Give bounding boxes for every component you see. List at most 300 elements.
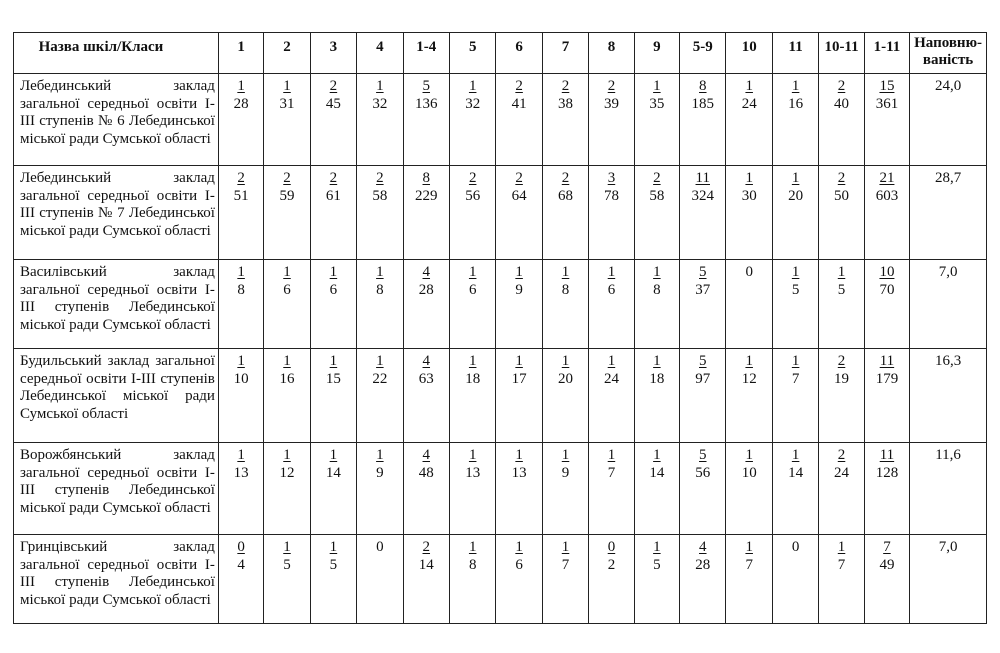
pupil-count: 16 xyxy=(279,370,295,387)
class-count-value: 0 xyxy=(791,539,800,555)
pupil-count: 128 xyxy=(875,464,899,481)
table-row xyxy=(14,260,987,349)
pupil-count: 361 xyxy=(875,95,899,112)
class-count: 5 xyxy=(699,447,707,463)
class-count: 2 xyxy=(561,78,570,94)
class-count: 1 xyxy=(468,264,477,280)
class-count-cell xyxy=(218,349,263,443)
class-count: 1 xyxy=(791,264,800,280)
pupil-count: 64 xyxy=(511,187,527,204)
class-count-cell xyxy=(634,166,679,260)
class-fraction xyxy=(330,264,338,299)
pupil-count: 45 xyxy=(325,95,341,112)
class-count-cell xyxy=(218,443,263,535)
class-count-cell xyxy=(819,166,864,260)
class-fraction xyxy=(237,539,245,574)
class-count-cell xyxy=(496,349,542,443)
class-count-cell xyxy=(589,443,634,535)
class-fraction xyxy=(838,539,846,574)
class-fraction xyxy=(608,447,616,482)
class-fraction xyxy=(326,353,341,388)
pupil-count: 39 xyxy=(603,95,619,112)
class-count: 2 xyxy=(837,170,846,186)
class-fraction xyxy=(834,78,849,113)
class-count: 2 xyxy=(837,78,846,94)
class-fraction xyxy=(558,78,573,113)
pupil-count: 8 xyxy=(237,281,245,298)
class-fraction xyxy=(326,170,341,205)
class-count: 1 xyxy=(791,353,800,369)
class-count-cell xyxy=(819,260,864,349)
class-fraction xyxy=(376,447,384,482)
pupil-count: 78 xyxy=(603,187,619,204)
pupil-count: 56 xyxy=(695,464,711,481)
pupil-count: 12 xyxy=(279,464,295,481)
class-count-cell xyxy=(449,349,495,443)
class-count: 1 xyxy=(791,78,800,94)
class-count-cell xyxy=(264,349,310,443)
class-count-cell xyxy=(542,535,588,624)
pupil-count: 136 xyxy=(415,95,438,112)
class-count-value: 0 xyxy=(376,539,384,555)
class-fraction xyxy=(512,353,527,388)
class-count-cell xyxy=(726,74,772,166)
class-fraction xyxy=(469,539,477,574)
class-count: 1 xyxy=(745,539,753,555)
pupil-count: 24 xyxy=(741,95,757,112)
class-count-cell xyxy=(542,166,588,260)
pupil-count: 32 xyxy=(465,95,481,112)
class-fraction xyxy=(465,447,480,482)
class-count-cell xyxy=(403,349,449,443)
header-class-1: 1 xyxy=(218,33,263,74)
class-count: 2 xyxy=(329,78,338,94)
class-count-cell xyxy=(634,443,679,535)
class-count-cell xyxy=(310,74,356,166)
header-class-8: 8 xyxy=(589,33,634,74)
class-count: 1 xyxy=(468,539,477,555)
class-fraction xyxy=(745,539,753,574)
class-count: 1 xyxy=(515,447,523,463)
class-fraction xyxy=(742,353,757,388)
pupil-count: 50 xyxy=(834,187,850,204)
class-fraction xyxy=(512,447,527,482)
class-count-cell xyxy=(772,166,818,260)
class-count: 1 xyxy=(468,78,477,94)
pupil-count: 6 xyxy=(607,281,616,298)
class-count-cell xyxy=(357,74,403,166)
class-count-cell xyxy=(496,443,542,535)
pupil-count: 14 xyxy=(325,464,341,481)
pupil-count: 7 xyxy=(607,464,616,481)
pupil-count: 61 xyxy=(325,187,341,204)
class-fraction xyxy=(834,170,849,205)
pupil-count: 59 xyxy=(279,187,295,204)
class-fraction xyxy=(465,170,480,205)
table-row xyxy=(14,535,987,624)
class-fraction xyxy=(234,353,249,388)
header-class-7: 7 xyxy=(542,33,588,74)
class-fraction xyxy=(515,539,523,574)
class-count: 1 xyxy=(237,353,245,369)
class-count-cell xyxy=(264,443,310,535)
class-fraction xyxy=(742,78,757,113)
class-count-cell xyxy=(357,260,403,349)
class-fraction xyxy=(283,264,291,299)
school-name-cell: Василівський заклад загальної середньої освіти I-III ступенів Лебединської міської ради Сумської області xyxy=(14,260,219,349)
class-count-cell xyxy=(772,260,818,349)
class-count-cell xyxy=(449,74,495,166)
class-fraction xyxy=(695,353,710,388)
class-count-cell xyxy=(449,260,495,349)
class-count-cell xyxy=(310,443,356,535)
class-fraction xyxy=(326,447,341,482)
class-count: 10 xyxy=(879,264,895,280)
class-fraction xyxy=(876,353,899,388)
class-fraction xyxy=(419,264,434,299)
school-name-cell: Лебединський заклад загальної середньої освіти I-III ступенів № 7 Лебединської міської ради Сумської області xyxy=(14,166,219,260)
school-name-cell: Ворожбянський заклад загальної середньої освіти I-III ступенів Лебединської міської ради Сумської області xyxy=(14,443,219,535)
pupil-count: 4 xyxy=(237,556,245,573)
pupil-count: 70 xyxy=(879,281,895,298)
pupil-count: 32 xyxy=(372,95,388,112)
class-fraction xyxy=(649,447,664,482)
class-fraction xyxy=(788,447,803,482)
class-count: 11 xyxy=(879,447,895,463)
class-fraction xyxy=(512,170,527,205)
class-count-cell xyxy=(726,166,772,260)
class-count-cell xyxy=(589,74,634,166)
class-fraction xyxy=(695,539,710,574)
fill-rate-cell: 16,3 xyxy=(910,349,987,443)
class-count: 2 xyxy=(515,78,523,94)
class-count: 1 xyxy=(561,264,570,280)
pupil-count: 229 xyxy=(415,187,438,204)
pupil-count: 8 xyxy=(561,281,570,298)
class-fraction xyxy=(372,78,387,113)
class-count-cell xyxy=(542,443,588,535)
pupil-count: 22 xyxy=(372,370,388,387)
class-count-cell xyxy=(496,535,542,624)
header-class-5: 5 xyxy=(449,33,495,74)
class-count-cell xyxy=(819,535,864,624)
class-count: 1 xyxy=(515,264,523,280)
pupil-count: 18 xyxy=(649,370,665,387)
class-fraction xyxy=(326,78,341,113)
class-count: 1 xyxy=(561,539,570,555)
class-count-cell xyxy=(864,535,909,624)
class-count-cell xyxy=(218,74,263,166)
class-count-cell xyxy=(403,535,449,624)
pupil-count: 97 xyxy=(695,370,711,387)
class-count-cell xyxy=(680,349,726,443)
class-count-cell xyxy=(357,443,403,535)
pupil-count: 13 xyxy=(511,464,527,481)
class-count-cell xyxy=(864,166,909,260)
class-count: 1 xyxy=(237,78,245,94)
class-fraction xyxy=(415,78,438,113)
class-count-cell xyxy=(864,74,909,166)
class-count-cell xyxy=(680,166,726,260)
pupil-count: 8 xyxy=(376,281,384,298)
class-count: 1 xyxy=(745,353,753,369)
class-count-cell xyxy=(357,166,403,260)
class-count-cell xyxy=(218,260,263,349)
class-fraction xyxy=(876,170,899,205)
class-count: 1 xyxy=(791,447,800,463)
pupil-count: 6 xyxy=(283,281,291,298)
class-fraction xyxy=(280,447,295,482)
class-count: 4 xyxy=(422,447,431,463)
pupil-count: 28 xyxy=(695,556,711,573)
header-class-9: 9 xyxy=(634,33,679,74)
class-count: 4 xyxy=(422,353,431,369)
header-row xyxy=(14,33,987,74)
class-count: 1 xyxy=(515,539,523,555)
class-count: 2 xyxy=(376,170,384,186)
class-count: 5 xyxy=(699,264,707,280)
class-count-cell xyxy=(634,74,679,166)
pupil-count: 9 xyxy=(515,281,523,298)
class-count: 1 xyxy=(561,353,570,369)
class-count: 1 xyxy=(376,447,384,463)
class-count: 1 xyxy=(283,539,291,555)
class-fraction xyxy=(649,78,664,113)
class-count: 1 xyxy=(561,447,570,463)
pupil-count: 324 xyxy=(691,187,715,204)
class-count: 2 xyxy=(237,170,245,186)
pupil-count: 7 xyxy=(745,556,753,573)
pupil-count: 5 xyxy=(329,556,338,573)
pupil-count: 2 xyxy=(607,556,616,573)
class-fraction xyxy=(376,264,384,299)
class-fraction xyxy=(649,170,664,205)
class-count-cell xyxy=(589,260,634,349)
class-fraction xyxy=(604,170,619,205)
pupil-count: 24 xyxy=(603,370,619,387)
class-fraction xyxy=(876,78,899,113)
class-count-cell xyxy=(726,349,772,443)
class-count: 1 xyxy=(745,447,753,463)
class-count: 1 xyxy=(515,353,523,369)
class-count-cell xyxy=(680,260,726,349)
class-count-value: 0 xyxy=(745,264,753,280)
class-fraction xyxy=(280,353,295,388)
pupil-count: 5 xyxy=(653,556,661,573)
pupil-count: 20 xyxy=(788,187,804,204)
class-count-cell xyxy=(496,166,542,260)
fill-rate-cell: 24,0 xyxy=(910,74,987,166)
pupil-count: 5 xyxy=(791,281,800,298)
class-count: 1 xyxy=(653,353,661,369)
class-count: 1 xyxy=(791,170,800,186)
class-count-cell xyxy=(634,349,679,443)
pupil-count: 7 xyxy=(837,556,846,573)
class-count-cell xyxy=(819,349,864,443)
class-fraction xyxy=(692,170,715,205)
pupil-count: 14 xyxy=(788,464,804,481)
class-fraction xyxy=(372,170,387,205)
class-count: 1 xyxy=(468,447,477,463)
class-count: 1 xyxy=(237,264,245,280)
pupil-count: 30 xyxy=(741,187,757,204)
class-count: 1 xyxy=(376,264,384,280)
pupil-count: 185 xyxy=(691,95,715,112)
class-count: 1 xyxy=(837,264,846,280)
class-fraction xyxy=(515,264,523,299)
header-class-6: 6 xyxy=(496,33,542,74)
pupil-count: 48 xyxy=(418,464,434,481)
class-count: 1 xyxy=(283,264,291,280)
class-fraction xyxy=(608,264,616,299)
class-count-cell xyxy=(542,74,588,166)
class-count-cell xyxy=(449,535,495,624)
class-fraction xyxy=(695,264,710,299)
class-count-cell xyxy=(726,260,772,349)
class-count-cell xyxy=(449,443,495,535)
class-count-cell xyxy=(680,74,726,166)
class-count: 1 xyxy=(837,539,846,555)
class-count-cell xyxy=(403,74,449,166)
school-name-cell: Гринцівський заклад загальної середньої освіти I-III ступенів Лебединської міської ради Сумської області xyxy=(14,535,219,624)
class-fraction xyxy=(280,170,295,205)
class-fraction xyxy=(649,353,664,388)
class-fraction xyxy=(469,264,477,299)
pupil-count: 5 xyxy=(283,556,291,573)
school-classes-table xyxy=(13,32,987,624)
class-fraction xyxy=(372,353,387,388)
class-count-cell xyxy=(680,443,726,535)
class-count-cell xyxy=(819,443,864,535)
class-fraction xyxy=(879,264,894,299)
class-count: 21 xyxy=(879,170,895,186)
pupil-count: 49 xyxy=(879,556,895,573)
header-class-1-4: 1-4 xyxy=(403,33,449,74)
pupil-count: 6 xyxy=(468,281,477,298)
class-count: 0 xyxy=(607,539,616,555)
class-count: 2 xyxy=(283,170,291,186)
pupil-count: 6 xyxy=(329,281,338,298)
pupil-count: 17 xyxy=(511,370,527,387)
class-count-cell xyxy=(264,166,310,260)
pupil-count: 7 xyxy=(791,370,800,387)
header-class-11: 11 xyxy=(772,33,818,74)
pupil-count: 14 xyxy=(418,556,434,573)
class-count: 2 xyxy=(607,78,616,94)
class-count-cell xyxy=(496,74,542,166)
class-fraction xyxy=(834,353,849,388)
pupil-count: 19 xyxy=(834,370,850,387)
pupil-count: 10 xyxy=(741,464,757,481)
class-fraction xyxy=(419,447,434,482)
class-fraction xyxy=(558,170,573,205)
class-count: 1 xyxy=(329,447,338,463)
pupil-count: 35 xyxy=(649,95,665,112)
class-count: 1 xyxy=(653,447,661,463)
class-fraction xyxy=(788,78,803,113)
pupil-count: 13 xyxy=(233,464,249,481)
class-count: 11 xyxy=(695,170,710,186)
pupil-count: 37 xyxy=(695,281,711,298)
class-count-cell xyxy=(218,166,263,260)
pupil-count: 12 xyxy=(741,370,757,387)
pupil-count: 5 xyxy=(837,281,846,298)
pupil-count: 28 xyxy=(418,281,434,298)
class-count: 1 xyxy=(329,264,338,280)
pupil-count: 28 xyxy=(233,95,249,112)
class-count: 2 xyxy=(515,170,523,186)
pupil-count: 38 xyxy=(558,95,574,112)
class-fraction xyxy=(562,264,570,299)
pupil-count: 8 xyxy=(653,281,661,298)
class-count-cell xyxy=(772,74,818,166)
class-count-cell xyxy=(864,260,909,349)
class-fraction xyxy=(562,447,570,482)
class-count-cell xyxy=(864,443,909,535)
fill-rate-cell: 11,6 xyxy=(910,443,987,535)
class-fraction xyxy=(465,353,480,388)
class-count-cell xyxy=(496,260,542,349)
class-fraction xyxy=(419,539,434,574)
class-count: 1 xyxy=(653,78,661,94)
class-count: 1 xyxy=(468,353,477,369)
class-count: 1 xyxy=(653,539,661,555)
class-count-cell xyxy=(357,535,403,624)
pupil-count: 18 xyxy=(465,370,481,387)
class-fraction xyxy=(742,170,757,205)
class-fraction xyxy=(280,78,295,113)
class-count: 2 xyxy=(422,539,431,555)
class-fraction xyxy=(415,170,438,205)
class-count-cell xyxy=(449,166,495,260)
class-count: 0 xyxy=(237,539,245,555)
class-count-cell xyxy=(310,166,356,260)
school-name-cell: Будильський заклад загальної середньої освіти I-III ступенів Лебединської міської ради Сумської області xyxy=(14,349,219,443)
pupil-count: 51 xyxy=(233,187,249,204)
class-fraction xyxy=(792,264,800,299)
class-count: 2 xyxy=(468,170,477,186)
class-fraction xyxy=(834,447,849,482)
school-name-cell: Лебединський заклад загальної середньої освіти I-III ступенів № 6 Лебединської міської ради Сумської області xyxy=(14,74,219,166)
pupil-count: 7 xyxy=(561,556,570,573)
class-count: 2 xyxy=(837,353,846,369)
class-fraction xyxy=(562,539,570,574)
class-fraction xyxy=(604,78,619,113)
fill-rate-cell: 28,7 xyxy=(910,166,987,260)
class-fraction xyxy=(330,539,338,574)
pupil-count: 16 xyxy=(788,95,804,112)
table-row xyxy=(14,349,987,443)
class-count-cell xyxy=(310,535,356,624)
class-count: 5 xyxy=(699,353,707,369)
pupil-count: 603 xyxy=(875,187,899,204)
class-fraction xyxy=(695,447,710,482)
pupil-count: 8 xyxy=(468,556,477,573)
class-fraction xyxy=(653,539,661,574)
class-count-cell xyxy=(264,260,310,349)
class-fraction xyxy=(237,264,245,299)
class-count-cell xyxy=(589,349,634,443)
pupil-count: 63 xyxy=(418,370,434,387)
pupil-count: 40 xyxy=(834,95,850,112)
class-count: 2 xyxy=(653,170,661,186)
class-count: 1 xyxy=(329,539,338,555)
class-count: 11 xyxy=(879,353,895,369)
class-count-cell xyxy=(310,260,356,349)
header-class-2: 2 xyxy=(264,33,310,74)
pupil-count: 9 xyxy=(376,464,384,481)
class-count: 4 xyxy=(422,264,431,280)
